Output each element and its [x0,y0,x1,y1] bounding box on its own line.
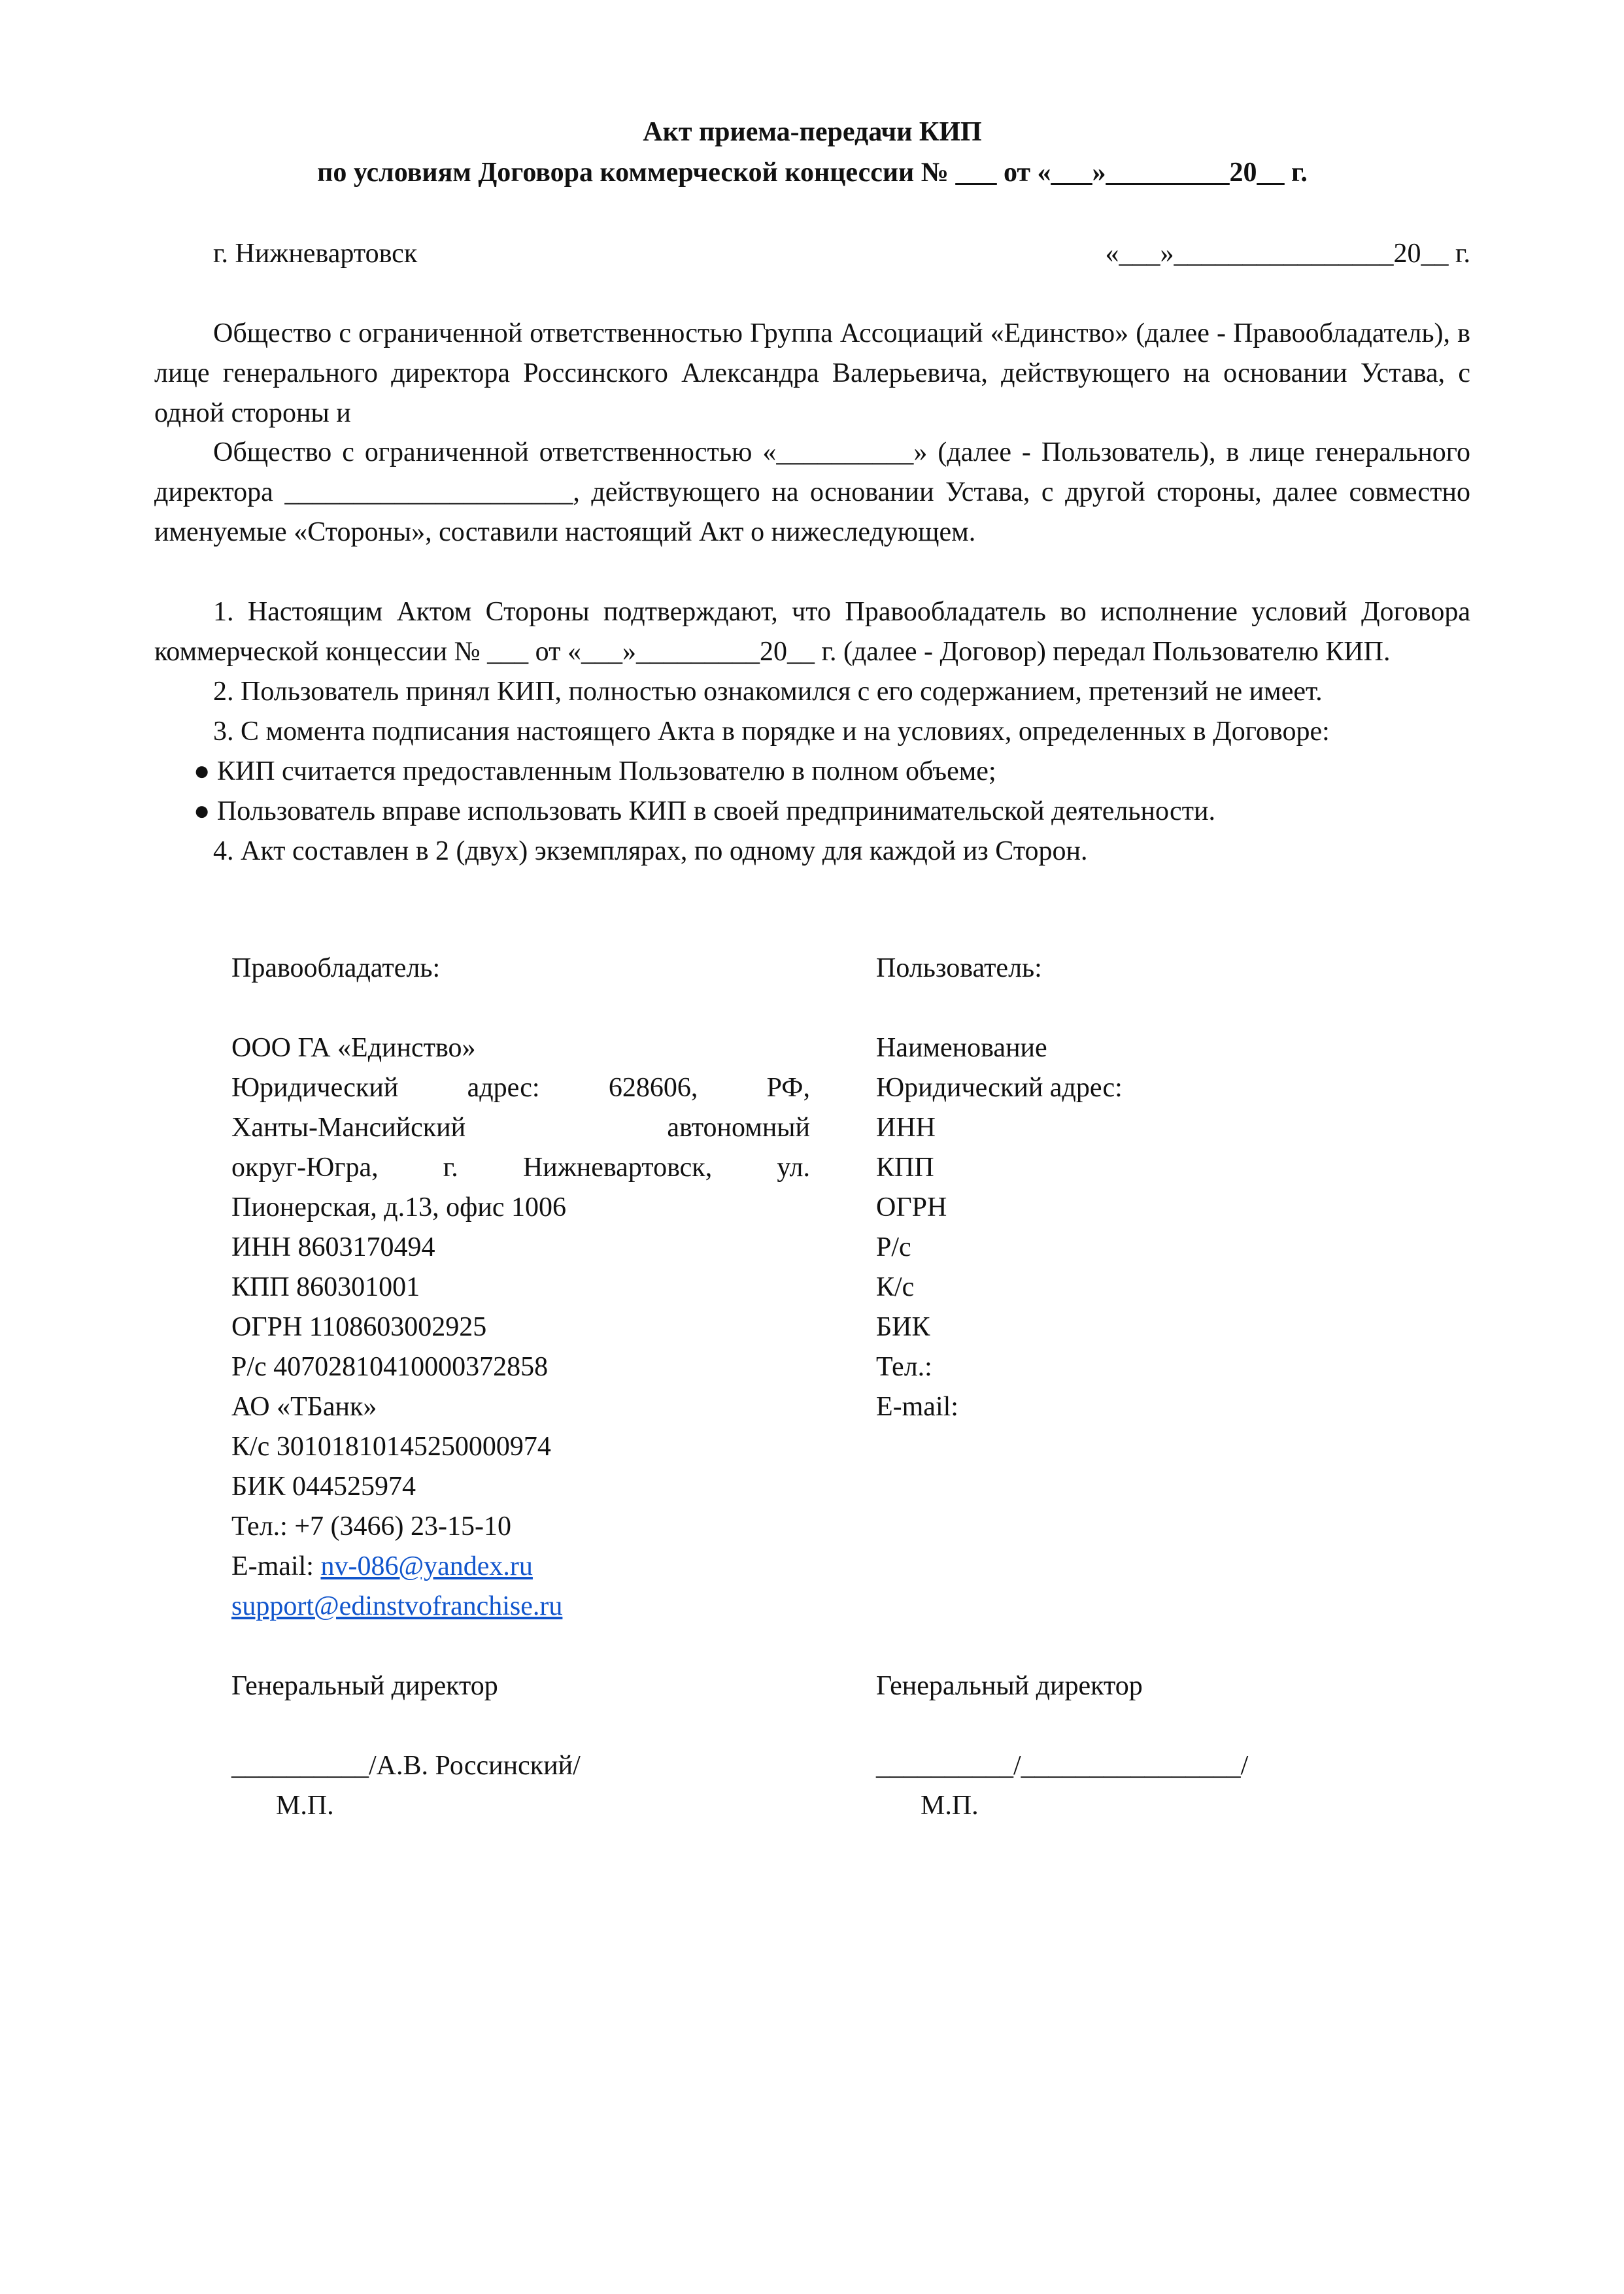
user-account: Р/с [876,1232,911,1262]
list-item: 3. С момента подписания настоящего Акта в порядке и на условиях, определенных в Договоре: [213,717,1330,747]
licensor-inn: ИНН 8603170494 [231,1232,435,1262]
email-link-primary[interactable]: nv-086@yandex.ru [320,1551,533,1581]
licensor-position: Генеральный директор [231,1671,498,1701]
user-ogrn: ОГРН [876,1192,947,1223]
user-inn: ИНН [876,1113,936,1143]
licensor-stamp-place: М.П. [276,1791,334,1821]
licensor-bik: БИК 044525974 [231,1472,416,1502]
licensor-email-line-2 [231,1587,810,1627]
act-items [154,592,1470,871]
licensor-address-line: Ханты-Мансийский автономный [231,1113,810,1143]
preamble-user: Общество с ограниченной ответственностью «__________» (далее - Пользователь), в лице генерального директора _____________________, действующего на основании Устава, с другой стороны, далее совместно именуемые «Стороны», составили настоящий Акт о нижеследующем. [154,437,1470,547]
user-kpp: КПП [876,1153,934,1183]
preamble-licensor: Общество с ограниченной ответственностью Группа Ассоциаций «Единство» (далее - Правообладатель), в лице генерального директора Россинского Александра Валерьевича, действующего на основании Устава, с одной стороны и [154,318,1470,428]
user-stamp-place: М.П. [921,1791,979,1821]
licensor-address-line: Юридический адрес: 628606, РФ, [231,1073,810,1103]
licensor-phone: Тел.: +7 (3466) 23-15-10 [231,1511,511,1542]
user-address: Юридический адрес: [876,1073,1123,1103]
licensor-name: ООО ГА «Единство» [231,1033,476,1063]
bullet-item: ● КИП считается предоставленным Пользователю в полном объеме; [194,756,996,786]
licensor-corr-account: К/с 30101810145250000974 [231,1432,551,1462]
list-item: 2. Пользователь принял КИП, полностью ознакомился с его содержанием, претензий не имеет. [213,677,1323,707]
licensor-ogrn: ОГРН 1108603002925 [231,1312,487,1342]
user-email: E-mail: [876,1392,958,1422]
document-title: Акт приема-передачи КИП [643,117,982,147]
email-label: E-mail: [231,1551,321,1581]
list-item: 4. Акт составлен в 2 (двух) экземплярах, по одному для каждой из Сторон. [213,836,1088,866]
place-date-line [154,234,1470,274]
email-link-support[interactable]: support@edinstvofranchise.ru [231,1591,563,1621]
licensor-bank: АО «ТБанк» [231,1392,377,1422]
user-details [876,949,1399,1826]
user-bik: БИК [876,1312,930,1342]
user-name: Наименование [876,1033,1047,1063]
document-subtitle: по условиям Договора коммерческой концессии № ___ от «___»_________20__ г. [317,158,1308,188]
licensor-signature: __________/А.В. Россинский/ [231,1751,581,1781]
user-signature: __________/________________/ [876,1751,1249,1781]
licensor-address-line: Пионерская, д.13, офис 1006 [231,1192,566,1223]
licensor-email-line [231,1547,810,1587]
user-phone: Тел.: [876,1352,932,1382]
user-heading: Пользователь: [876,953,1042,983]
act-date: «___»________________20__ г. [1105,239,1470,269]
user-position: Генеральный директор [876,1671,1143,1701]
licensor-details [231,949,810,1826]
bullet-item: ● Пользователь вправе использовать КИП в своей предпринимательской деятельности. [194,796,1216,826]
user-corr-account: К/с [876,1272,915,1302]
licensor-address-line: округ-Югра, г. Нижневартовск, ул. [231,1153,810,1183]
list-item: 1. Настоящим Актом Стороны подтверждают, что Правообладатель во исполнение условий Договора коммерческой концессии № ___ от «___»_________20__ г. (далее - Договор) передал Пользователю КИП. [154,597,1470,667]
licensor-kpp: КПП 860301001 [231,1272,420,1302]
city: г. Нижневартовск [213,239,418,269]
licensor-heading: Правообладатель: [231,953,441,983]
licensor-account: Р/с 40702810410000372858 [231,1352,549,1382]
